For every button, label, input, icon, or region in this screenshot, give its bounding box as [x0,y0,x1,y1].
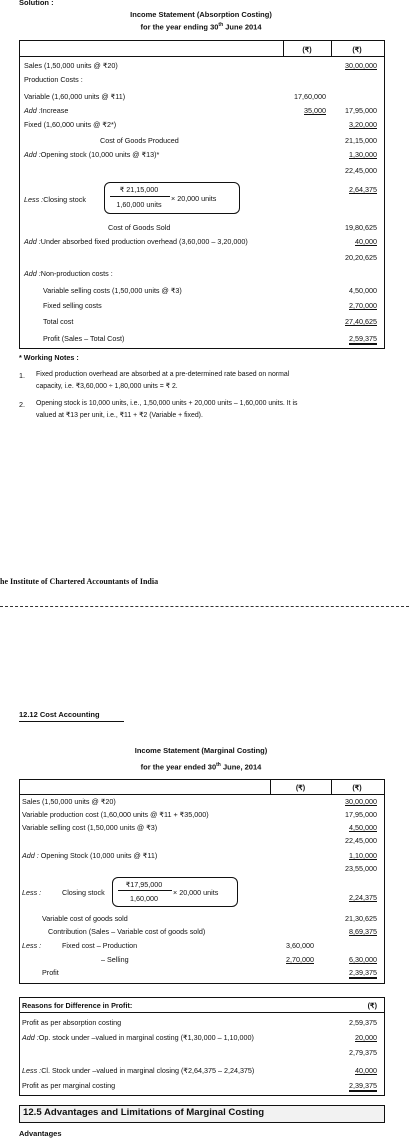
m-row-opening-label: Add : Opening Stock (10,000 units @ ₹11) [22,851,158,860]
m-row-fixsell-v1: 2,70,000 [286,955,314,964]
m-row-sub2-v2: 23,55,000 [345,864,377,873]
fraction-numerator: ₹ 21,15,000 [119,185,159,194]
reason-4-label: Less :Cl. Stock under –valued in marginal closing (₹2,64,375 – 2,24,375) [22,1066,255,1075]
m-row-vcgs-v2: 21,30,625 [345,914,377,923]
reason-3-value: 2,79,375 [349,1048,377,1057]
m-row-fixsell-label: – Selling [101,955,129,964]
reason-5-label: Profit as per marginal costing [22,1081,116,1090]
m-fraction-numerator: ₹17,95,000 [125,880,163,889]
row-opening-label: Add :Opening stock (10,000 units @ ₹13)* [24,150,160,159]
row-profit-v2: 2,59,375 [349,334,377,343]
row-profit-label: Profit (Sales – Total Cost) [43,334,125,343]
note-1-line-2: capacity, i.e. ₹3,60,000 ÷ 1,80,000 units = ₹ 2. [36,383,178,390]
m-row-opening-v2: 1,10,000 [349,851,377,860]
page-break [0,606,409,607]
row-varsell-v2: 4,50,000 [349,286,377,295]
col-header-2: (₹) [352,45,362,54]
m-row-fixsell-v2: 6,30,000 [349,955,377,964]
note-1-line-1: Fixed production overhead are absorbed at a pre-determined rate based on normal [36,371,290,378]
row-total-label: Total cost [43,317,74,326]
fraction-multiplier: × 20,000 units [171,194,217,203]
row-closing-v2: 2,64,375 [349,185,377,194]
m-fixprod-less: Less : [22,941,42,950]
row-nonprod-label: Add :Non-production costs : [24,269,113,278]
m-row-varsell-v2: 4,50,000 [349,823,377,832]
m-fraction-multiplier: × 20,000 units [173,888,219,897]
m-row-closing-v2: 2,24,375 [349,893,377,902]
row-sales-label: Sales (1,50,000 units @ ₹20) [24,61,118,70]
row-under-label: Add :Under absorbed fixed production overhead (3,60,000 – 3,20,000) [24,237,248,246]
row-total-v2: 27,40,625 [345,317,377,326]
m-row-contrib-label: Contribution (Sales – Variable cost of goods sold) [48,927,206,936]
reason-4-value: 40,000 [355,1066,377,1075]
row-increase-v1: 35,000 [304,106,326,115]
m-row-varsell-label: Variable selling cost (1,50,000 units @ ₹3) [22,823,158,832]
row-fixed-v2: 3,20,000 [349,120,377,129]
row-prod-label: Production Costs : [24,75,83,84]
m-row-sales-v2: 30,00,000 [345,797,377,806]
m-col-header-1: (₹) [295,783,306,792]
m-row-vcgs-label: Variable cost of goods sold [42,914,128,923]
reason-2-label: Add :Op. stock under –valued in marginal costing (₹1,30,000 – 1,10,000) [22,1033,254,1042]
row-cogp-v2: 21,15,000 [345,136,377,145]
row-sub1-v2: 22,45,000 [345,166,377,175]
working-notes-heading: * Working Notes : [19,353,79,362]
note-1-number: 1. [19,371,25,380]
m-row-contrib-v2: 8,69,375 [349,927,377,936]
page-header: 12.12 Cost Accounting [19,710,100,719]
m-row-varprod-v2: 17,95,000 [345,810,377,819]
m-closing-less: Less : [22,888,42,897]
m-row-varprod-label: Variable production cost (1,60,000 units @ ₹11 + ₹35,000) [22,810,209,819]
reason-1-label: Profit as per absorption costing [22,1018,122,1027]
m-col-header-2: (₹) [352,783,362,792]
marginal-title: Income Statement (Marginal Costing) [134,746,268,755]
row-varsell-label: Variable selling costs (1,50,000 units @ ₹3) [43,286,182,295]
advantages-heading: Advantages [19,1129,62,1138]
note-2-line-2: valued at ₹13 per unit, i.e., ₹11 + ₹2 (Variable + fixed). [36,412,203,419]
m-row-fixprod-label: Fixed cost – Production [62,941,138,950]
row-increase-label: Add :Increase [24,106,69,115]
row-fixsell-label: Fixed selling costs [43,301,102,310]
m-row-profit-v2: 2,39,375 [349,968,377,977]
m-row-sub1-v2: 22,45,000 [345,836,377,845]
m-fraction-denominator: 1,60,000 [130,894,158,903]
statement-title: Income Statement (Absorption Costing) [130,10,272,19]
note-2-line-1: Opening stock is 10,000 units, i.e., 1,50,000 units + 20,000 units – 1,60,000 units. It is [36,400,298,407]
statement-period: for the year ending 30th June 2014 [140,22,262,32]
row-cogp-label: Cost of Goods Produced [100,136,179,145]
row-opening-v2: 1,30,000 [349,150,377,159]
note-2-number: 2. [19,400,25,409]
row-cogs-v2: 19,80,625 [345,223,377,232]
marginal-period: for the year ended 30th June, 2014 [140,762,262,772]
fraction-denominator: 1,60,000 units [116,200,162,209]
row-sub2-v2: 20,20,625 [345,253,377,262]
row-fixed-label: Fixed (1,60,000 units @ ₹2*) [24,120,117,129]
row-under-v2: 40,000 [355,237,377,246]
solution-label: Solution : [19,0,54,7]
row-sales-value: 30,00,000 [345,61,377,70]
row-closing-label: Less :Closing stock [24,195,86,204]
row-increase-v2: 17,95,000 [345,106,377,115]
row-variable-v1: 17,60,000 [294,92,326,101]
reason-5-value: 2,39,375 [349,1081,377,1090]
reasons-col-header: (₹) [367,1001,377,1010]
m-row-profit-label: Profit [42,968,59,977]
m-row-fixprod-v1: 3,60,000 [286,941,314,950]
reasons-heading: Reasons for Difference in Profit: [22,1001,133,1010]
reason-1-value: 2,59,375 [349,1018,377,1027]
m-closing-label: Closing stock [62,888,105,897]
row-fixsell-v2: 2,70,000 [349,301,377,310]
col-header-1: (₹) [302,45,312,54]
footer-institute: he Institute of Chartered Accountants of India [0,577,159,586]
section-heading: 12.5 Advantages and Limitations of Marginal Costing [23,1107,265,1118]
reason-2-value: 20,000 [355,1033,377,1042]
row-variable-label: Variable (1,60,000 units @ ₹11) [24,92,126,101]
m-row-sales-label: Sales (1,50,000 units @ ₹20) [22,797,116,806]
row-cogs-label: Cost of Goods Sold [108,223,171,232]
